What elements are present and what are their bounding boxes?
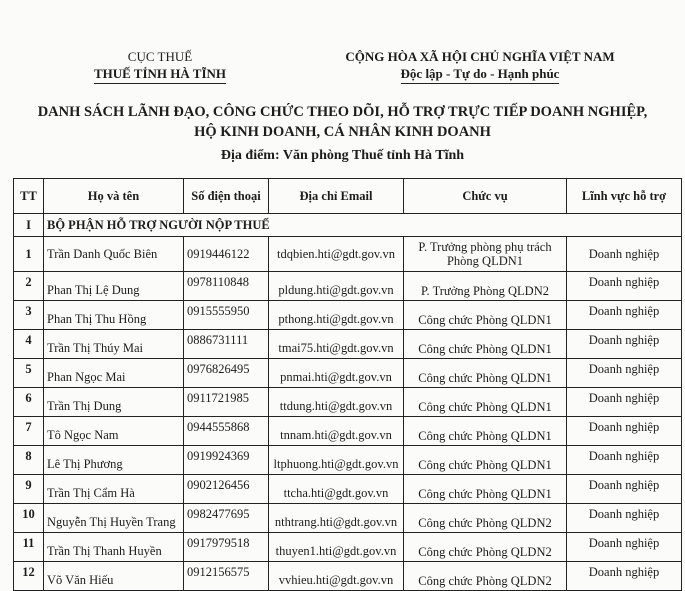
email-link[interactable]: pthong.hti@gdt.gov.vn	[269, 301, 404, 330]
phone-number[interactable]: 0978110848	[184, 272, 269, 301]
person-name: Tô Ngọc Nam	[44, 417, 184, 446]
table-row	[14, 446, 682, 475]
table-row	[14, 330, 682, 359]
person-name: Trần Thị Thanh Huyền	[44, 533, 184, 562]
phone-number[interactable]: 0976826495	[184, 359, 269, 388]
section-label: BỘ PHẬN HỖ TRỢ NGƯỜI NỘP THUẾ	[44, 214, 682, 237]
person-name: Trần Danh Quốc Biên	[44, 237, 184, 272]
position: Công chức Phòng QLDN1	[404, 417, 567, 446]
support-field: Doanh nghiệp	[567, 272, 682, 301]
support-field: Doanh nghiệp	[567, 475, 682, 504]
table-row	[14, 417, 682, 446]
support-field: Doanh nghiệp	[567, 330, 682, 359]
position: P. Trưởng phòng phụ trách Phòng QLDN1	[404, 237, 567, 272]
person-name: Trần Thị Thúy Mai	[44, 330, 184, 359]
email-link[interactable]: tmai75.hti@gdt.gov.vn	[269, 330, 404, 359]
phone-number[interactable]: 0911721985	[184, 388, 269, 417]
phone-number[interactable]: 0944555868	[184, 417, 269, 446]
section-row	[14, 214, 682, 237]
phone-number[interactable]: 0902126456	[184, 475, 269, 504]
phone-number[interactable]: 0982477695	[184, 504, 269, 533]
row-number: 8	[14, 446, 44, 475]
support-field: Doanh nghiệp	[567, 533, 682, 562]
support-field: Doanh nghiệp	[567, 446, 682, 475]
position: P. Trưởng Phòng QLDN2	[404, 272, 567, 301]
person-name: Trần Thị Cẩm Hà	[44, 475, 184, 504]
table-row	[14, 388, 682, 417]
support-field: Doanh nghiệp	[567, 417, 682, 446]
col-header-name: Họ và tên	[44, 179, 184, 214]
row-number: 3	[14, 301, 44, 330]
person-name: Lê Thị Phương	[44, 446, 184, 475]
title-line-2: HỘ KINH DOANH, CÁ NHÂN KINH DOANH	[194, 124, 491, 140]
title-line-1: DANH SÁCH LÃNH ĐẠO, CÔNG CHỨC THEO DÕI, HỖ TRỢ TRỰC TIẾP DOANH NGHIỆP,	[37, 104, 648, 120]
country-name: CỘNG HÒA XÃ HỘI CHỦ NGHĨA VIỆT NAM	[345, 49, 615, 64]
phone-number[interactable]: 0912156575	[184, 562, 269, 591]
national-motto: Độc lập - Tự do - Hạnh phúc	[401, 65, 560, 84]
phone-number[interactable]: 0919924369	[184, 446, 269, 475]
position: Công chức Phòng QLDN1	[404, 446, 567, 475]
support-field: Doanh nghiệp	[567, 237, 682, 272]
support-field: Doanh nghiệp	[567, 388, 682, 417]
table-row	[14, 237, 682, 272]
person-name: Nguyễn Thị Huyền Trang	[44, 504, 184, 533]
phone-number[interactable]: 0919446122	[184, 237, 269, 272]
document-title	[0, 102, 685, 142]
email-link[interactable]: ttcha.hti@gdt.gov.vn	[269, 475, 404, 504]
position: Công chức Phòng QLDN1	[404, 388, 567, 417]
row-number: 10	[14, 504, 44, 533]
col-header-phone: Số điện thoại	[184, 179, 269, 214]
person-name: Trần Thị Dung	[44, 388, 184, 417]
support-field: Doanh nghiệp	[567, 301, 682, 330]
position: Công chức Phòng QLDN1	[404, 475, 567, 504]
row-number: 5	[14, 359, 44, 388]
phone-number[interactable]: 0915555950	[184, 301, 269, 330]
phone-number[interactable]: 0917979518	[184, 533, 269, 562]
parent-agency: CỤC THUẾ	[127, 49, 193, 64]
support-field: Doanh nghiệp	[567, 359, 682, 388]
row-number: 4	[14, 330, 44, 359]
staff-table	[13, 178, 682, 591]
email-link[interactable]: ltphuong.hti@gdt.gov.vn	[269, 446, 404, 475]
person-name: Phan Thị Lệ Dung	[44, 272, 184, 301]
table-row	[14, 359, 682, 388]
email-link[interactable]: pldung.hti@gdt.gov.vn	[269, 272, 404, 301]
email-link[interactable]: nthtrang.hti@gdt.gov.vn	[269, 504, 404, 533]
person-name: Phan Ngọc Mai	[44, 359, 184, 388]
support-field: Doanh nghiệp	[567, 504, 682, 533]
position: Công chức Phòng QLDN2	[404, 562, 567, 591]
national-header	[315, 48, 645, 84]
email-link[interactable]: tdqbien.hti@gdt.gov.vn	[269, 237, 404, 272]
row-number: 1	[14, 237, 44, 272]
agency-name: THUẾ TỈNH HÀ TĨNH	[94, 65, 226, 84]
position: Công chức Phòng QLDN1	[404, 359, 567, 388]
email-link[interactable]: thuyen1.hti@gdt.gov.vn	[269, 533, 404, 562]
row-number: 7	[14, 417, 44, 446]
table-row	[14, 475, 682, 504]
position: Công chức Phòng QLDN2	[404, 533, 567, 562]
email-link[interactable]: vvhieu.hti@gdt.gov.vn	[269, 562, 404, 591]
position: Công chức Phòng QLDN2	[404, 504, 567, 533]
section-number: I	[14, 214, 44, 237]
location-line: Địa điểm: Văn phòng Thuế tỉnh Hà Tĩnh	[220, 148, 465, 163]
row-number: 9	[14, 475, 44, 504]
col-header-tt: TT	[14, 179, 44, 214]
position: Công chức Phòng QLDN1	[404, 330, 567, 359]
col-header-field: Lĩnh vực hỗ trợ	[567, 179, 682, 214]
email-link[interactable]: ttdung.hti@gdt.gov.vn	[269, 388, 404, 417]
row-number: 2	[14, 272, 44, 301]
table-row	[14, 533, 682, 562]
row-number: 6	[14, 388, 44, 417]
col-header-position: Chức vụ	[404, 179, 567, 214]
email-link[interactable]: tnnam.hti@gdt.gov.vn	[269, 417, 404, 446]
table-row	[14, 504, 682, 533]
email-link[interactable]: pnmai.hti@gdt.gov.vn	[269, 359, 404, 388]
table-row	[14, 301, 682, 330]
agency-header	[60, 48, 260, 84]
row-number: 12	[14, 562, 44, 591]
person-name: Phan Thị Thu Hồng	[44, 301, 184, 330]
col-header-email: Địa chỉ Email	[269, 179, 404, 214]
table-row	[14, 272, 682, 301]
support-field: Doanh nghiệp	[567, 562, 682, 591]
position: Công chức Phòng QLDN1	[404, 301, 567, 330]
phone-number[interactable]: 0886731111	[184, 330, 269, 359]
person-name: Võ Văn Hiếu	[44, 562, 184, 591]
table-header-row	[14, 179, 682, 214]
row-number: 11	[14, 533, 44, 562]
